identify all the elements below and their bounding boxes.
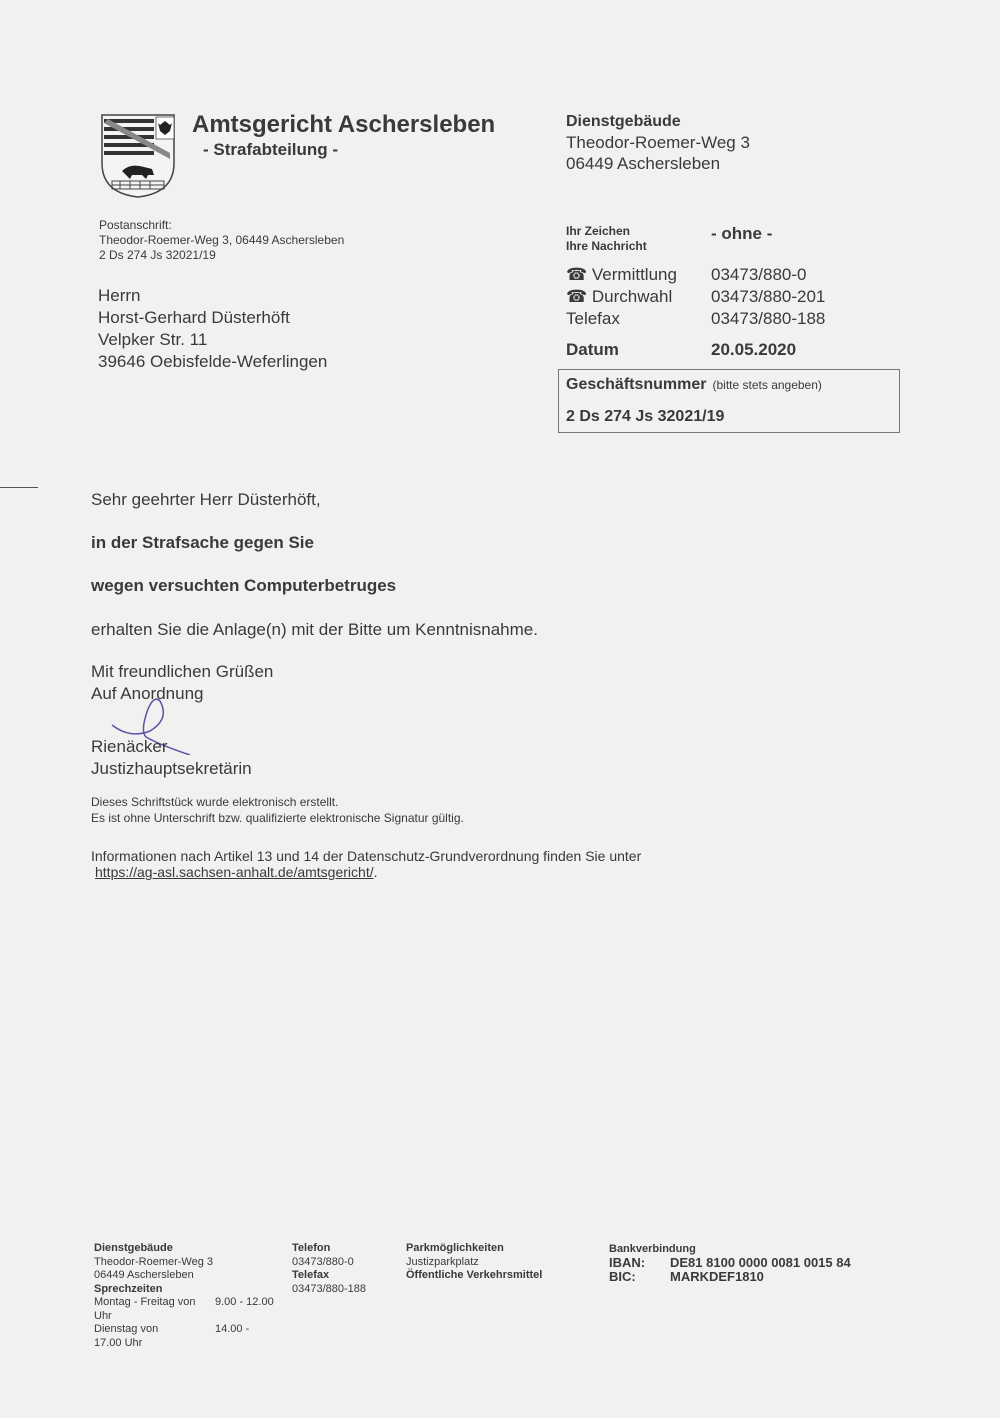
- your-reference-labels: [566, 224, 647, 254]
- date-label: Datum: [566, 340, 619, 359]
- contact-value: 03473/880-0: [711, 265, 807, 284]
- footer-building-heading: Dienstgebäude: [94, 1242, 173, 1254]
- postal-address-block: [99, 218, 344, 263]
- footer-hours-heading: Sprechzeiten: [94, 1282, 163, 1295]
- electronic-notice-1: Dieses Schriftstück wurde elektronisch erstellt.: [91, 795, 339, 809]
- authority-note: Auf Anordnung: [91, 684, 204, 703]
- contact-numbers: [566, 264, 825, 330]
- footer-parking: Parkmöglichkeiten Justizparkplatz Öffentliche Verkehrsmittel: [406, 1242, 543, 1281]
- privacy-link[interactable]: https://ag-asl.sachsen-anhalt.de/amtsgericht/: [95, 864, 374, 880]
- body-message: erhalten Sie die Anlage(n) mit der Bitte um Kenntnisnahme.: [91, 620, 538, 639]
- signer-title: Justizhauptsekretärin: [91, 759, 252, 778]
- privacy-text: Informationen nach Artikel 13 und 14 der Datenschutz-Grundverordnung finden Sie unter: [91, 848, 642, 864]
- your-message-label: Ihre Nachricht: [566, 239, 647, 253]
- recipient-city: 39646 Oebisfelde-Weferlingen: [98, 352, 328, 371]
- contact-label: Vermittlung: [591, 265, 677, 284]
- recipient-salutation: Herrn: [98, 286, 141, 305]
- your-sign-value: - ohne -: [711, 224, 773, 243]
- contact-row-direct: [566, 286, 825, 308]
- date-row: [566, 340, 796, 360]
- court-department: - Strafabteilung -: [203, 140, 339, 159]
- postal-address: Theodor-Roemer-Weg 3, 06449 Aschersleben: [99, 233, 345, 247]
- footer-phone: Telefon 03473/880-0 Telefax 03473/880-188: [292, 1242, 367, 1295]
- closing: Mit freundlichen Grüßen: [91, 662, 274, 681]
- case-number: 2 Ds 274 Js 32021/19: [566, 408, 725, 425]
- office-street: Theodor-Roemer-Weg 3: [566, 133, 750, 152]
- fold-mark: [0, 487, 38, 488]
- coat-of-arms-icon: [100, 113, 176, 199]
- contact-value: 03473/880-188: [711, 309, 826, 328]
- footer-bank: Bankverbindung IBAN: DE81 8100 0000 0081 0015 84 BIC: MARKDEF1810: [609, 1243, 851, 1284]
- case-number-hint: (bitte stets angeben): [712, 378, 822, 392]
- contact-label: Durchwahl: [591, 287, 673, 306]
- recipient-address: [98, 285, 327, 373]
- case-subject-line: in der Strafsache gegen Sie: [91, 533, 314, 552]
- iban-value: DE81 8100 0000 0081 0015 84: [670, 1255, 851, 1270]
- phone-icon: ☎: [566, 287, 592, 306]
- electronic-notice-2: Es ist ohne Unterschrift bzw. qualifizierte elektronische Signatur gültig.: [91, 811, 464, 825]
- privacy-info: Informationen nach Artikel 13 und 14 der Datenschutz-Grundverordnung finden Sie unter https://ag-asl.sachsen-anhalt.de/amtsgericht/.: [91, 848, 642, 880]
- greeting: Sehr geehrter Herr Düsterhöft,: [91, 490, 321, 509]
- office-heading: Dienstgebäude: [566, 113, 681, 130]
- contact-row-fax: [566, 308, 825, 330]
- postal-reference: 2 Ds 274 Js 32021/19: [99, 248, 216, 262]
- case-number-label: Geschäftsnummer: [566, 376, 707, 393]
- recipient-name: Horst-Gerhard Düsterhöft: [98, 308, 290, 327]
- charge-line: wegen versuchten Computerbetruges: [91, 576, 397, 595]
- office-address: [566, 111, 750, 174]
- phone-icon: ☎: [566, 265, 592, 284]
- case-number-box: [558, 369, 900, 433]
- office-city: 06449 Aschersleben: [566, 154, 721, 173]
- footer-building: Dienstgebäude Theodor-Roemer-Weg 3 06449 Aschersleben Sprechzeiten Montag - Freitag von 9.00 - 12.00 Uhr Dienstag von 14.00 - 17.00 Uhr: [94, 1242, 284, 1350]
- signer-name: Rienäcker: [91, 737, 168, 756]
- date-value: 20.05.2020: [711, 340, 797, 359]
- recipient-street: Velpker Str. 11: [98, 330, 208, 349]
- contact-row-switchboard: [566, 264, 825, 286]
- postal-label: Postanschrift:: [99, 218, 172, 232]
- contact-label: Telefax: [566, 309, 620, 328]
- court-name: Amtsgericht Aschersleben: [192, 111, 496, 138]
- bic-value: MARKDEF1810: [670, 1269, 764, 1284]
- contact-value: 03473/880-201: [711, 287, 826, 306]
- your-sign-label: Ihr Zeichen: [566, 224, 631, 238]
